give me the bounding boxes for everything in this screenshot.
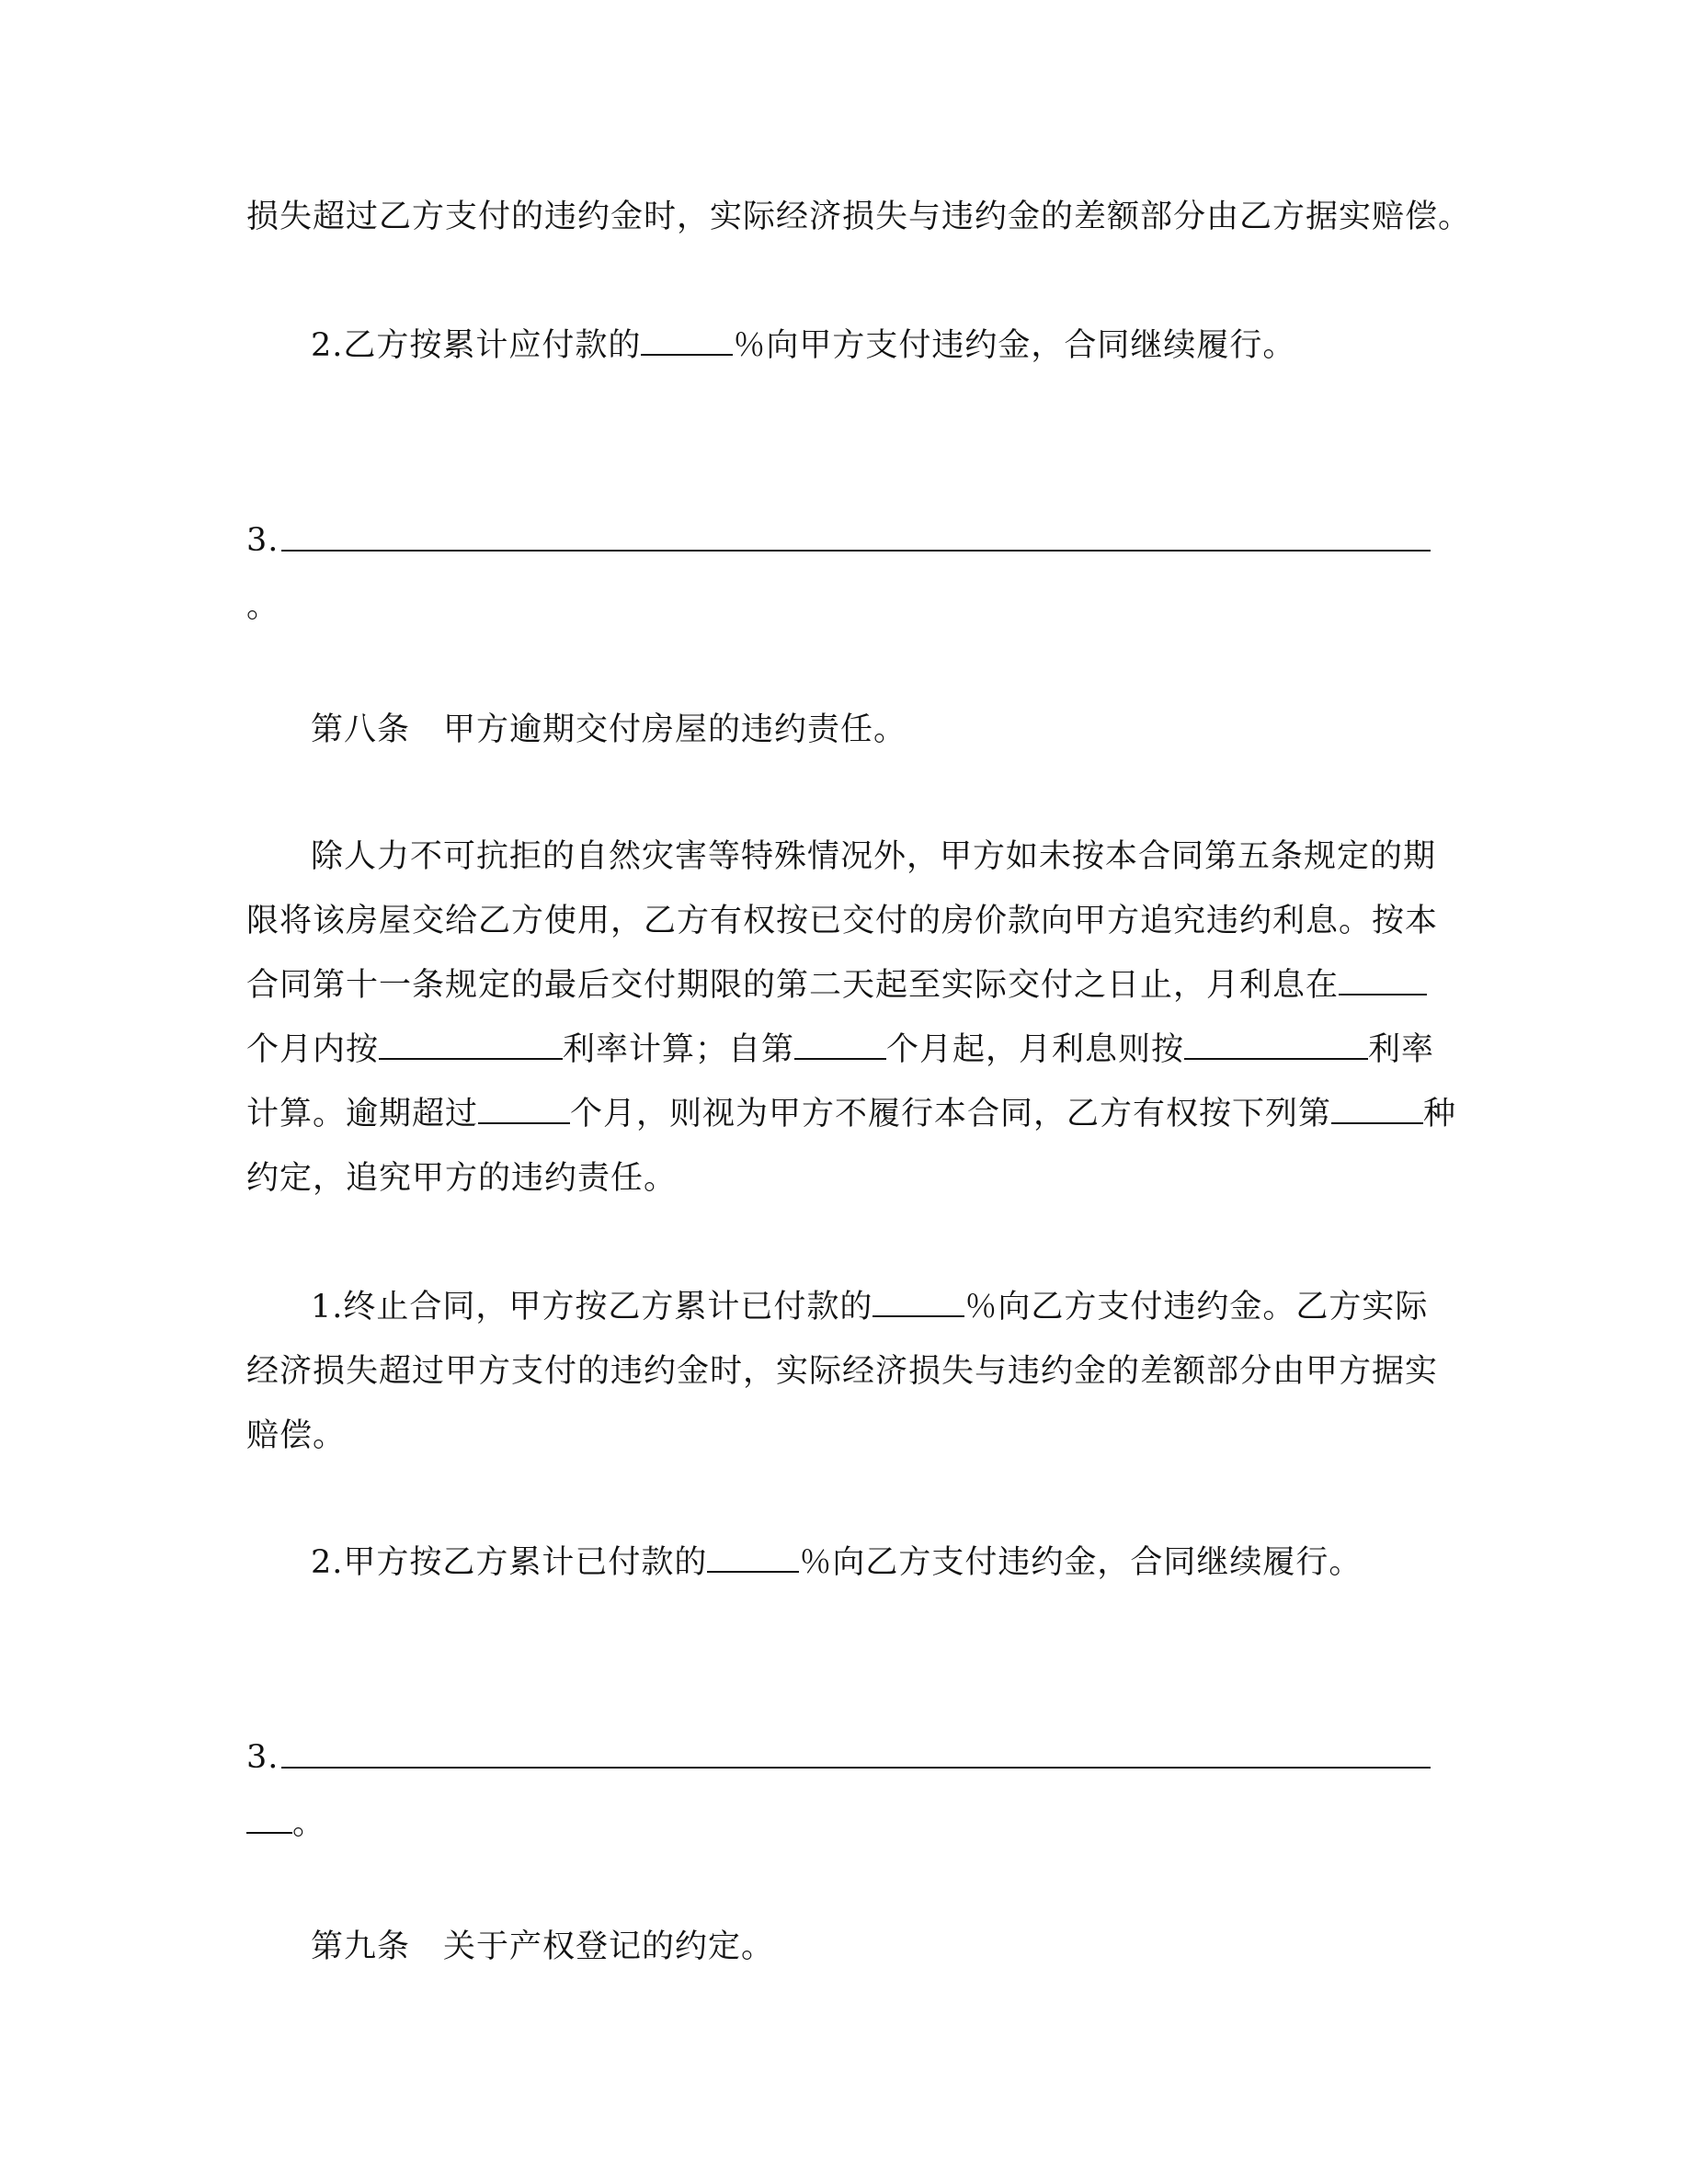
text: 个月内按 bbox=[246, 1031, 380, 1068]
fill-blank[interactable] bbox=[641, 326, 733, 356]
fill-blank[interactable] bbox=[873, 1288, 964, 1317]
text: 个月，则视为甲方不履行本合同，乙方有权按下列第 bbox=[570, 1096, 1332, 1132]
fill-blank[interactable] bbox=[1184, 1030, 1368, 1060]
fill-blank[interactable] bbox=[1339, 966, 1427, 995]
text: 1.终止合同，甲方按乙方累计已付款的 bbox=[311, 1289, 873, 1325]
paragraph-line bbox=[246, 1028, 1434, 1072]
clause-end bbox=[246, 585, 279, 629]
text: 除人力不可抗拒的自然灾害等特殊情况外，甲方如未按本合同第五条规定的期 bbox=[311, 838, 1437, 875]
text: 限将该房屋交给乙方使用，乙方有权按已交付的房价款向甲方追究违约利息。按本 bbox=[246, 903, 1439, 939]
text: ％向甲方支付违约金，合同继续履行。 bbox=[733, 327, 1296, 364]
text: 种 bbox=[1423, 1096, 1457, 1132]
paragraph-line bbox=[246, 1349, 1438, 1393]
text: 损失超过乙方支付的违约金时，实际经济损失与违约金的差额部分由乙方据实赔偿。 bbox=[246, 199, 1472, 235]
article-8-title bbox=[311, 708, 907, 752]
text: 利率 bbox=[1368, 1031, 1435, 1068]
clause-number: 3. bbox=[246, 522, 279, 559]
clause-end bbox=[246, 1802, 325, 1846]
fill-blank[interactable] bbox=[1331, 1095, 1423, 1124]
paragraph-line bbox=[246, 195, 1471, 239]
text: 。 bbox=[292, 1805, 326, 1842]
clause-number: 3. bbox=[246, 1739, 279, 1776]
text: 经济损失超过甲方支付的违约金时，实际经济损失与违约金的差额部分由甲方据实 bbox=[246, 1353, 1439, 1390]
text: 。 bbox=[246, 588, 280, 625]
text: 赔偿。 bbox=[246, 1417, 347, 1454]
paragraph-line bbox=[246, 1092, 1456, 1136]
text: 利率计算；自第 bbox=[563, 1031, 795, 1068]
fill-blank[interactable] bbox=[478, 1095, 570, 1124]
clause-3-buyer-blank bbox=[246, 518, 279, 563]
text: 约定，追究甲方的违约责任。 bbox=[246, 1160, 678, 1197]
article-9-title bbox=[311, 1925, 774, 1969]
clause-3-seller-blank bbox=[246, 1735, 279, 1780]
clause-2-buyer-penalty bbox=[311, 324, 1295, 368]
text: 计算。逾期超过 bbox=[246, 1096, 479, 1132]
text: 个月起，月利息则按 bbox=[886, 1031, 1185, 1068]
text: ％向乙方支付违约金。乙方实际 bbox=[964, 1289, 1429, 1325]
text: 合同第十一条规定的最后交付期限的第二天起至实际交付之日止，月利息在 bbox=[246, 967, 1340, 1004]
text: 2.乙方按累计应付款的 bbox=[311, 327, 642, 364]
fill-blank[interactable] bbox=[246, 1804, 292, 1834]
paragraph-line bbox=[246, 1414, 346, 1458]
heading: 第九条 关于产权登记的约定。 bbox=[311, 1928, 775, 1965]
heading: 第八条 甲方逾期交付房屋的违约责任。 bbox=[311, 711, 907, 748]
fill-line[interactable] bbox=[281, 550, 1431, 552]
fill-blank[interactable] bbox=[379, 1030, 563, 1060]
text: ％向乙方支付违约金，合同继续履行。 bbox=[799, 1544, 1363, 1581]
paragraph-line bbox=[246, 963, 1427, 1007]
text: 2.甲方按乙方累计已付款的 bbox=[311, 1544, 708, 1581]
paragraph-line bbox=[246, 1156, 677, 1200]
fill-blank[interactable] bbox=[794, 1030, 886, 1060]
clause-2-seller-penalty bbox=[311, 1541, 1362, 1585]
clause-1-seller-termination bbox=[311, 1285, 1428, 1329]
paragraph-line bbox=[311, 835, 1436, 879]
fill-line[interactable] bbox=[281, 1767, 1431, 1769]
fill-blank[interactable] bbox=[707, 1543, 799, 1573]
paragraph-line bbox=[246, 899, 1438, 943]
